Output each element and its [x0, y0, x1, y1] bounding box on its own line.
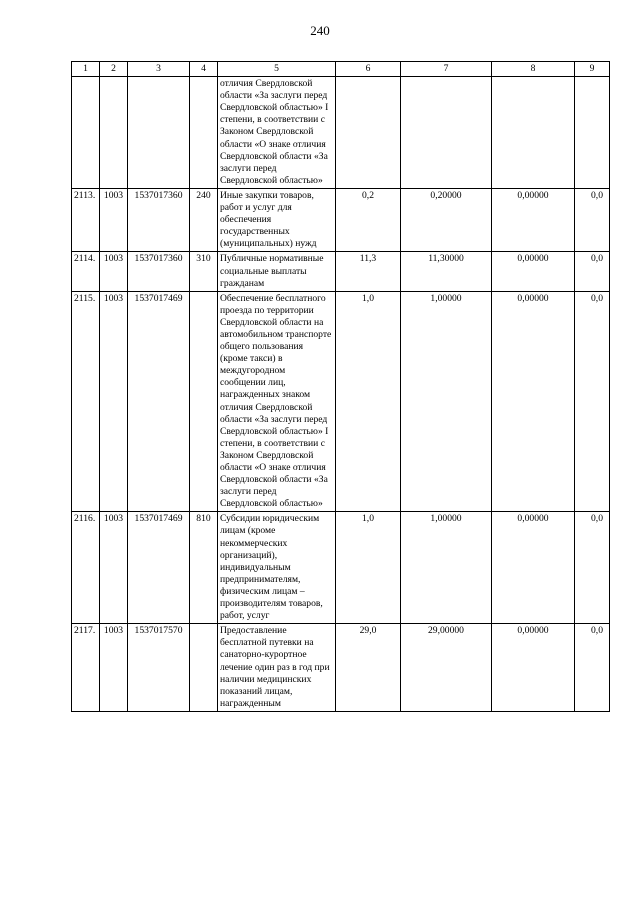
target-code: 1537017469 — [128, 291, 190, 512]
amount-col-7: 0,20000 — [401, 188, 492, 251]
table-row — [72, 188, 610, 251]
amount-col-9: 0,0 — [575, 188, 610, 251]
amount-col-8: 0,00000 — [492, 624, 575, 712]
row-number: 2113. — [72, 188, 100, 251]
row-number — [72, 77, 100, 189]
item-name: отличия Свердловской области «За заслуги перед Свердловской областью» I степени, в соответствии с Законом Свердловской области «О знаке отличия Свердловской области «За заслуги перед Свердловской областью» — [218, 77, 336, 189]
target-code: 1537017570 — [128, 624, 190, 712]
section-code: 1003 — [100, 252, 128, 291]
header-col-9: 9 — [575, 62, 610, 77]
amount-col-9: 0,0 — [575, 512, 610, 624]
expense-type-code: 240 — [190, 188, 218, 251]
amount-col-9: 0,0 — [575, 252, 610, 291]
target-code: 1537017360 — [128, 252, 190, 291]
item-name: Субсидии юридическим лицам (кроме некоммерческих организаций), индивидуальным предпринимателям, физическим лицам – производителям товаров, работ, услуг — [218, 512, 336, 624]
table-row — [72, 252, 610, 291]
amount-col-9 — [575, 77, 610, 189]
item-name: Обеспечение бесплатного проезда по территории Свердловской области на автомобильном транспорте общего пользования (кроме такси) в междугородном сообщении лиц, награжденных знаком отличия Свердловской области «За заслуги перед Свердловской областью» I степени, в соответствии с Законом Свердловской области «О знаке отличия Свердловской области «За заслуги перед Свердловской областью» — [218, 291, 336, 512]
header-row — [72, 62, 610, 77]
budget-table — [71, 61, 610, 712]
amount-col-8: 0,00000 — [492, 188, 575, 251]
amount-col-8: 0,00000 — [492, 252, 575, 291]
section-code: 1003 — [100, 291, 128, 512]
amount-col-7: 1,00000 — [401, 291, 492, 512]
header-col-6: 6 — [336, 62, 401, 77]
table-row — [72, 512, 610, 624]
section-code — [100, 77, 128, 189]
section-code: 1003 — [100, 624, 128, 712]
amount-col-7: 11,30000 — [401, 252, 492, 291]
item-name: Предоставление бесплатной путевки на санаторно-курортное лечение один раз в год при наличии медицинских показаний лицам, награжденным — [218, 624, 336, 712]
header-col-1: 1 — [72, 62, 100, 77]
item-name: Публичные нормативные социальные выплаты гражданам — [218, 252, 336, 291]
table-row — [72, 77, 610, 189]
amount-col-6: 11,3 — [336, 252, 401, 291]
row-number: 2117. — [72, 624, 100, 712]
amount-col-7: 29,00000 — [401, 624, 492, 712]
expense-type-code: 810 — [190, 512, 218, 624]
expense-type-code: 310 — [190, 252, 218, 291]
amount-col-6: 29,0 — [336, 624, 401, 712]
section-code: 1003 — [100, 188, 128, 251]
row-number: 2114. — [72, 252, 100, 291]
table-row — [72, 291, 610, 512]
section-code: 1003 — [100, 512, 128, 624]
item-name: Иные закупки товаров, работ и услуг для обеспечения государственных (муниципальных) нужд — [218, 188, 336, 251]
amount-col-8: 0,00000 — [492, 512, 575, 624]
amount-col-7 — [401, 77, 492, 189]
amount-col-9: 0,0 — [575, 624, 610, 712]
target-code — [128, 77, 190, 189]
header-col-4: 4 — [190, 62, 218, 77]
expense-type-code — [190, 291, 218, 512]
row-number: 2115. — [72, 291, 100, 512]
amount-col-6 — [336, 77, 401, 189]
expense-type-code — [190, 624, 218, 712]
table-row — [72, 624, 610, 712]
amount-col-7: 1,00000 — [401, 512, 492, 624]
row-number: 2116. — [72, 512, 100, 624]
amount-col-8 — [492, 77, 575, 189]
header-col-8: 8 — [492, 62, 575, 77]
amount-col-6: 1,0 — [336, 512, 401, 624]
expense-type-code — [190, 77, 218, 189]
target-code: 1537017360 — [128, 188, 190, 251]
header-col-7: 7 — [401, 62, 492, 77]
page-number: 240 — [310, 23, 330, 38]
amount-col-8: 0,00000 — [492, 291, 575, 512]
target-code: 1537017469 — [128, 512, 190, 624]
amount-col-6: 0,2 — [336, 188, 401, 251]
header-col-5: 5 — [218, 62, 336, 77]
amount-col-9: 0,0 — [575, 291, 610, 512]
amount-col-6: 1,0 — [336, 291, 401, 512]
header-col-3: 3 — [128, 62, 190, 77]
header-col-2: 2 — [100, 62, 128, 77]
